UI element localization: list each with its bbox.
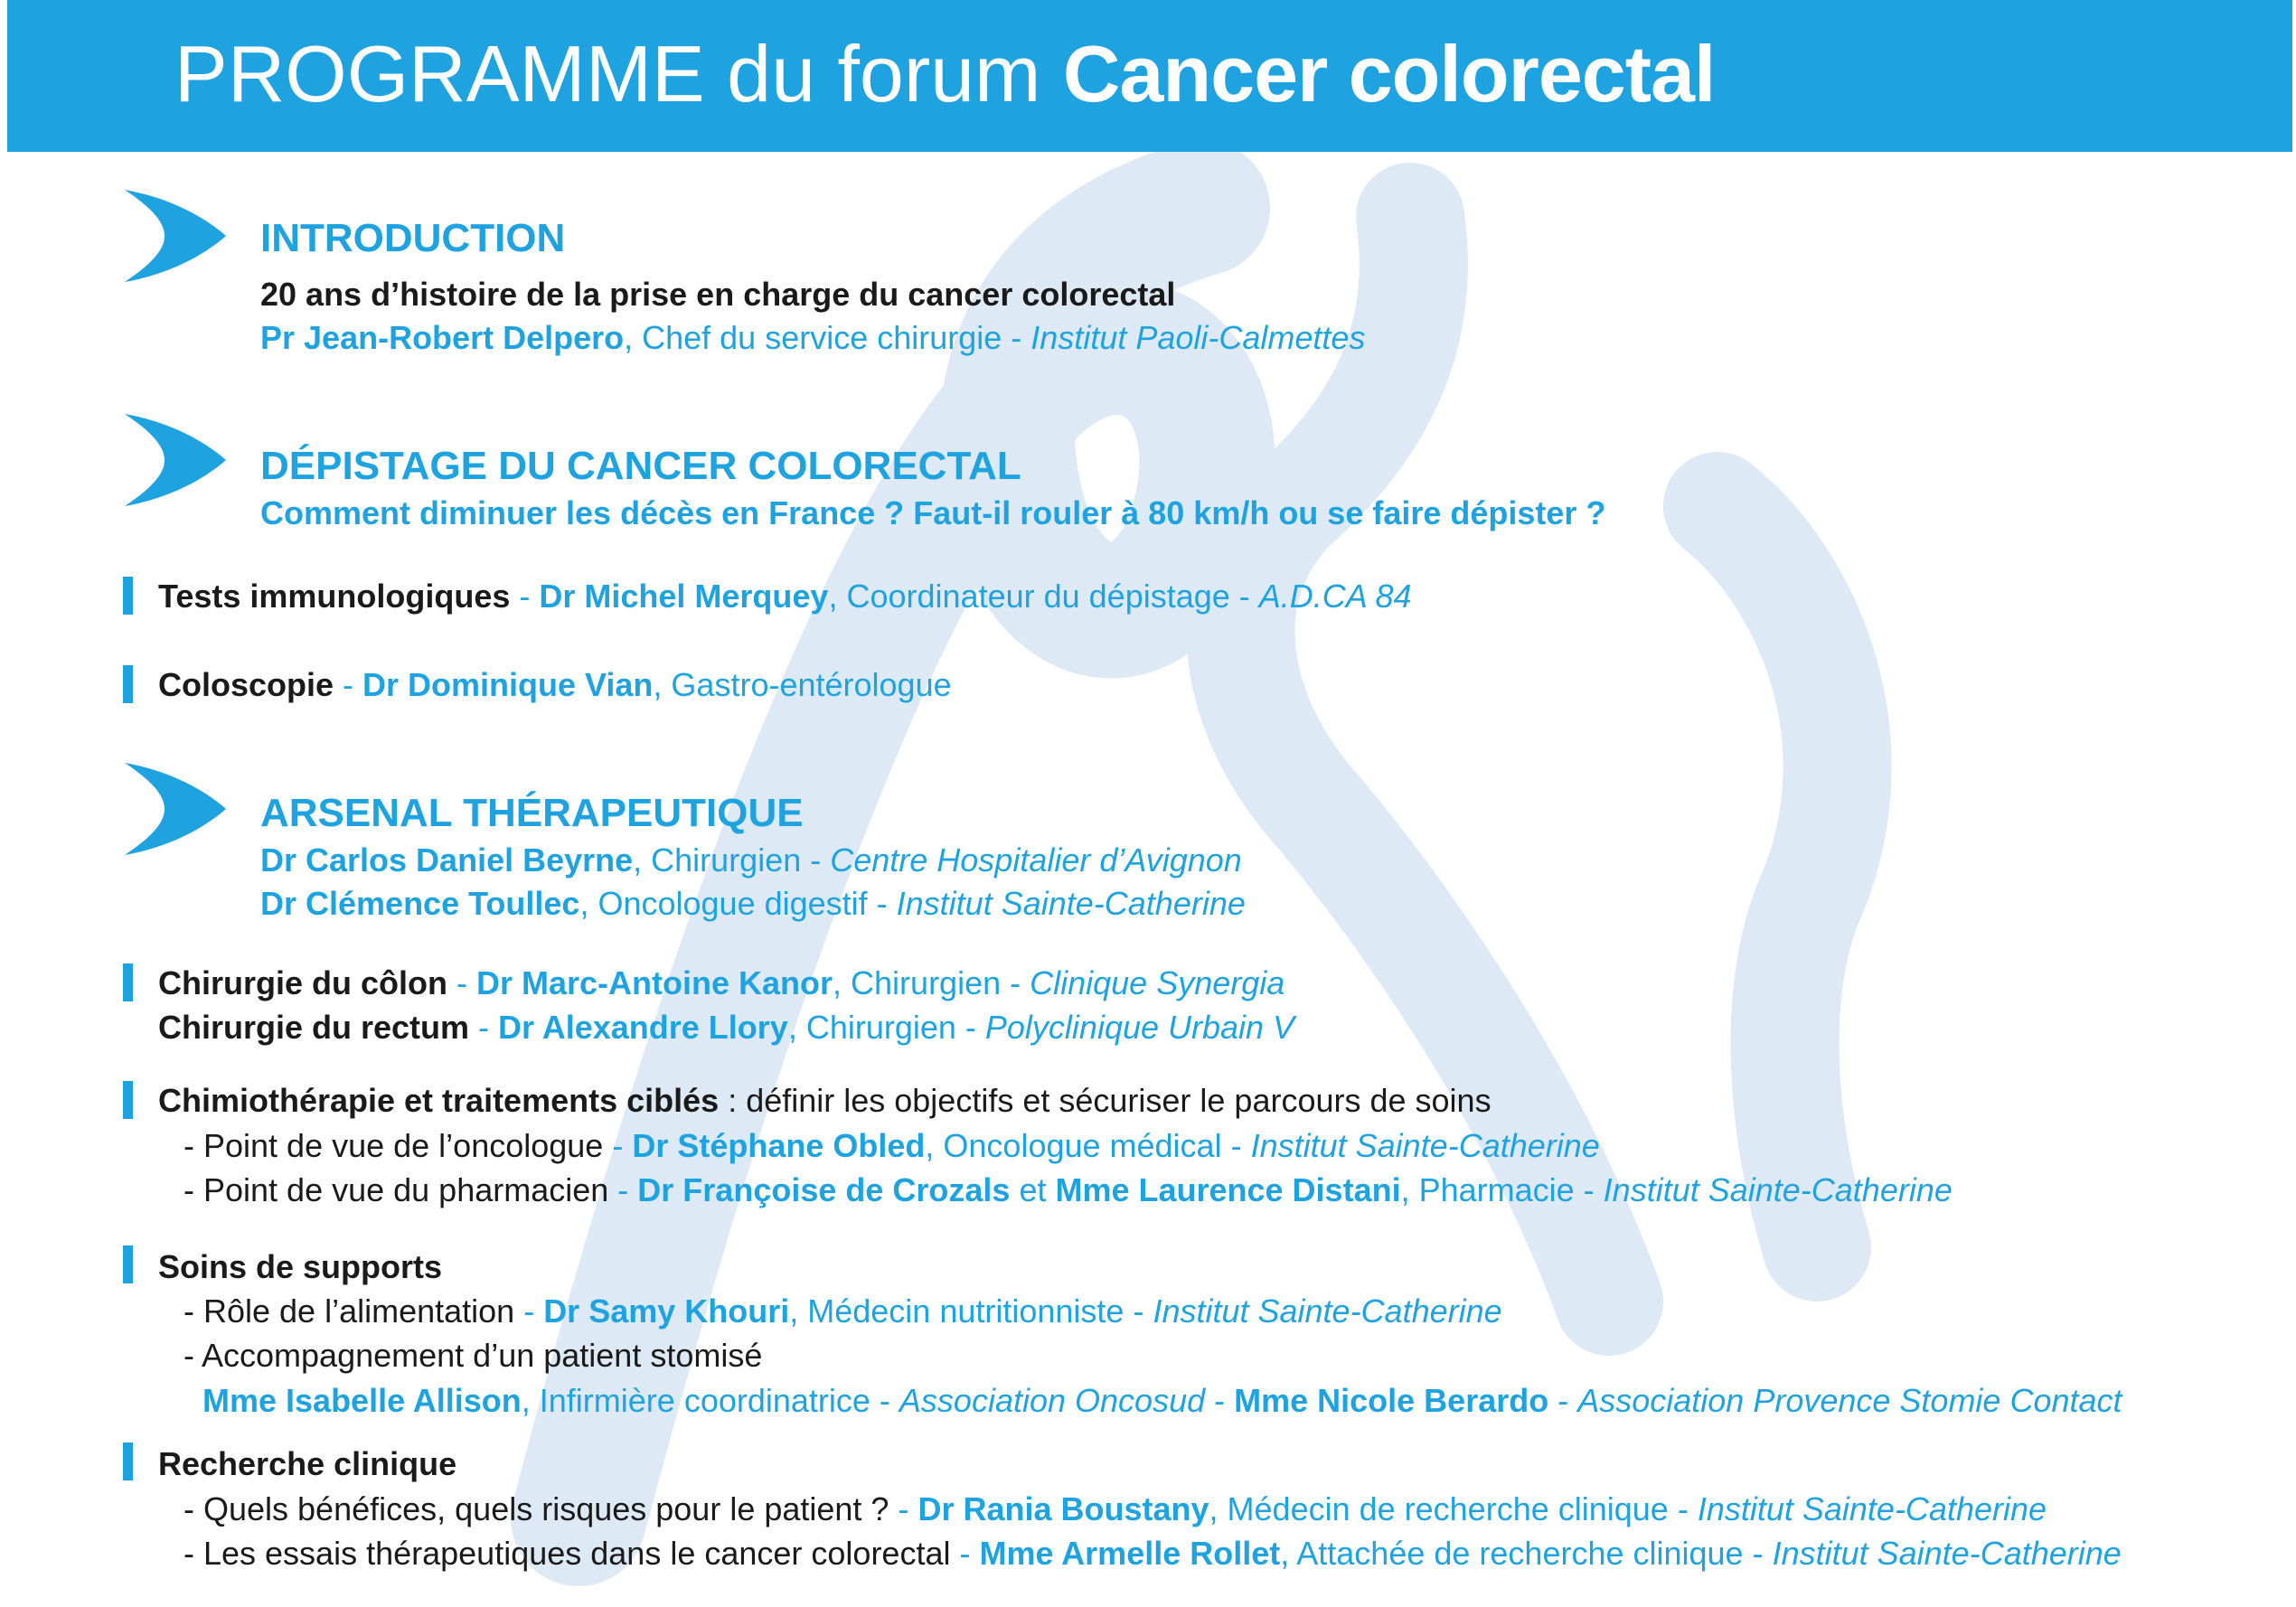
list-item: - Point de vue du pharmacien - Dr Françoise de Crozals et Mme Laurence Distani, Pharmacie - Institut Sainte-Catherine	[183, 1171, 1953, 1208]
list-item: Chirurgie du côlon - Dr Marc-Antoine Kanor, Chirurgien - Clinique Synergia	[158, 964, 1285, 1001]
header-banner	[7, 0, 2292, 152]
list-item: - Les essais thérapeutiques dans le cancer colorectal - Mme Armelle Rollet, Attachée de recherche clinique - Institut Sainte-Catherine	[183, 1535, 2122, 1572]
intro-subtitle: 20 ans d’histoire de la prise en charge du cancer colorectal	[260, 276, 1176, 313]
section-title-arsenal: ARSENAL THÉRAPEUTIQUE	[260, 791, 804, 835]
chevron-arrow-icon	[121, 761, 228, 857]
list-item: Chimiothérapie et traitements ciblés : définir les objectifs et sécuriser le parcours de soins	[158, 1082, 1491, 1119]
bullet-bar	[123, 1081, 133, 1119]
section-title-depistage: DÉPISTAGE DU CANCER COLORECTAL	[260, 444, 1021, 488]
intro-speaker: Pr Jean-Robert Delpero, Chef du service chirurgie - Institut Paoli-Calmettes	[260, 319, 1366, 356]
list-item: Coloscopie - Dr Dominique Vian, Gastro-entérologue	[158, 666, 952, 703]
list-item: - Accompagnement d’un patient stomisé	[183, 1337, 763, 1374]
list-item: - Rôle de l’alimentation - Dr Samy Khouri, Médecin nutritionniste - Institut Sainte-Catherine	[183, 1292, 1502, 1330]
chevron-arrow-icon	[121, 412, 228, 508]
moderator: Dr Clémence Toullec, Oncologue digestif - Institut Sainte-Catherine	[260, 885, 1246, 922]
bullet-bar	[123, 577, 133, 615]
bullet-bar	[123, 963, 133, 1001]
list-item: Soins de supports	[158, 1248, 443, 1285]
list-item: Tests immunologiques - Dr Michel Merquey, Coordinateur du dépistage - A.D.CA 84	[158, 578, 1412, 615]
list-item: - Point de vue de l’oncologue - Dr Stéphane Obled, Oncologue médical - Institut Sainte-Catherine	[183, 1127, 1600, 1164]
list-item: - Quels bénéfices, quels risques pour le patient ? - Dr Rania Boustany, Médecin de recherche clinique - Institut Sainte-Catherine	[183, 1490, 2047, 1527]
depistage-subtitle: Comment diminuer les décès en France ? Faut-il rouler à 80 km/h ou se faire dépister ?	[260, 494, 1606, 531]
section-title-introduction: INTRODUCTION	[260, 216, 566, 260]
bullet-bar	[123, 1443, 133, 1480]
moderator: Dr Carlos Daniel Beyrne, Chirurgien - Centre Hospitalier d’Avignon	[260, 841, 1242, 879]
list-item: Recherche clinique	[158, 1445, 457, 1482]
list-item: Chirurgie du rectum - Dr Alexandre Llory, Chirurgien - Polyclinique Urbain V	[158, 1009, 1295, 1046]
bullet-bar	[123, 1245, 133, 1283]
list-item: Mme Isabelle Allison, Infirmière coordinatrice - Association Oncosud - Mme Nicole Berardo - Association Provence Stomie Contact	[202, 1382, 2122, 1419]
chevron-arrow-icon	[121, 188, 228, 284]
page-title: PROGRAMME du forum Cancer colorectal	[174, 29, 1716, 118]
bullet-bar	[123, 665, 133, 703]
